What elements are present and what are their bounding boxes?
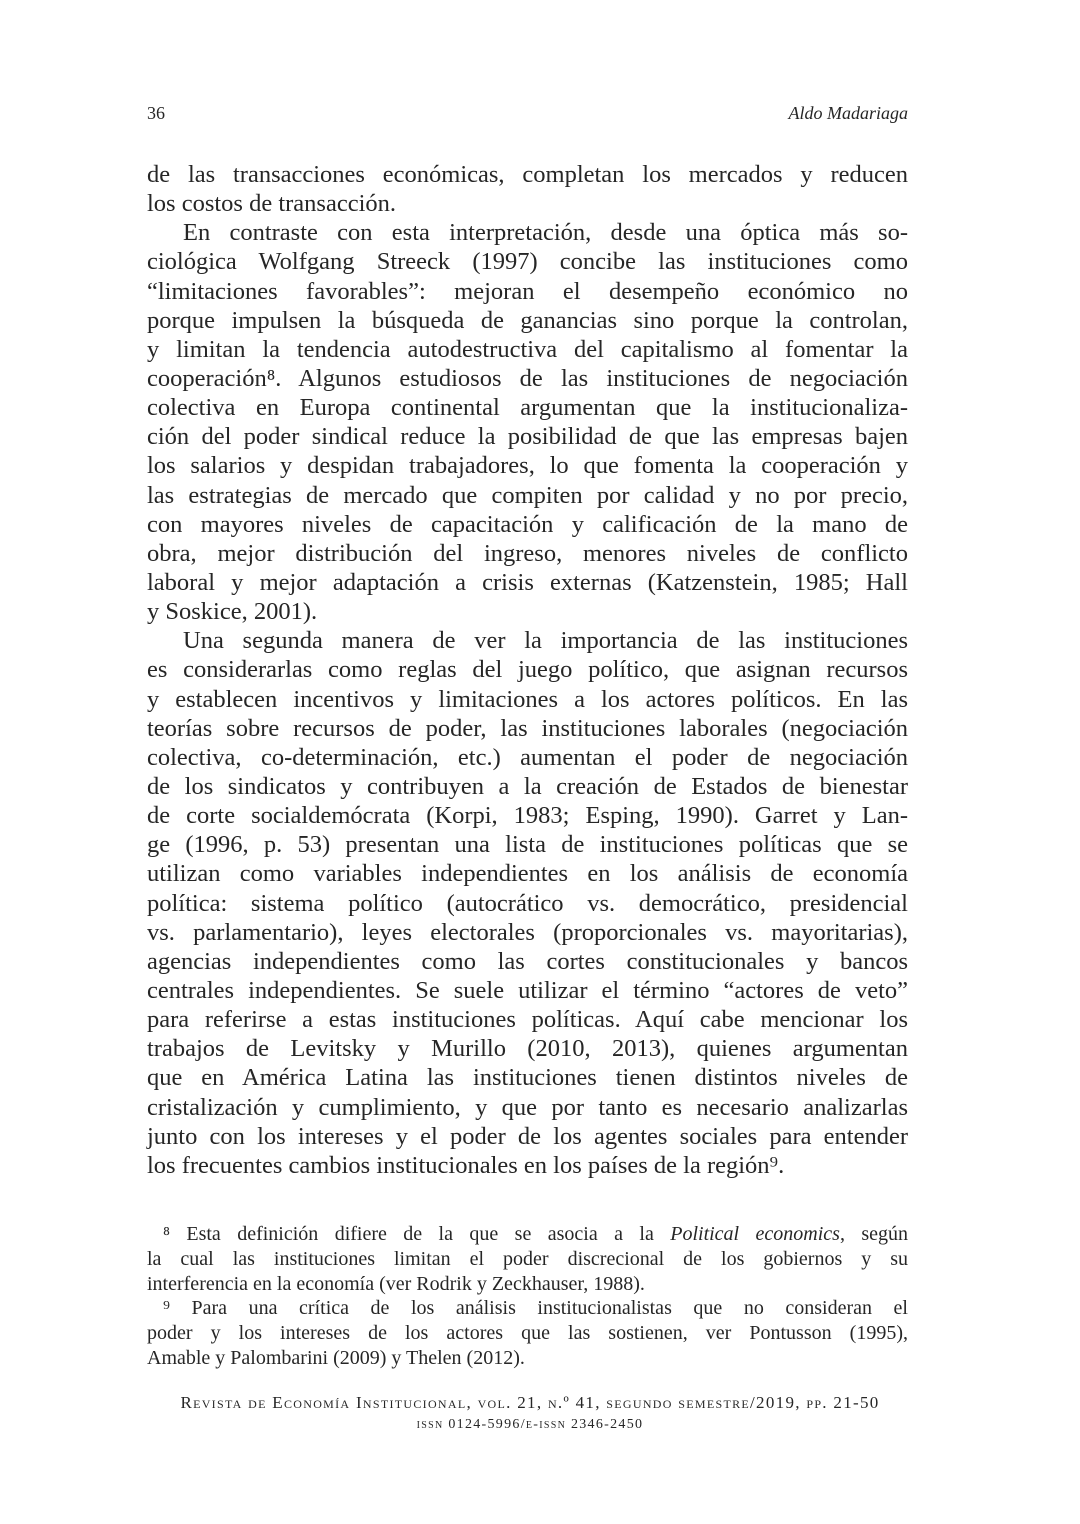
- footnote-9-line: Amable y Palombarini (2009) y Thelen (2012).: [147, 1346, 525, 1369]
- footnotes: [147, 1222, 908, 1371]
- paragraph-2-line: con mayores niveles de capacitación y calificación de la mano de: [147, 510, 908, 538]
- paragraph-3-line: que en América Latina las instituciones tienen distintos niveles de: [147, 1064, 908, 1092]
- paragraph-2-line: las estrategias de mercado que compiten por calidad y no por precio,: [147, 481, 908, 509]
- paragraph-1-line: de las transacciones económicas, completan los mercados y reducen: [147, 161, 908, 188]
- paragraph-3-line: política: sistema político (autocrático vs. democrático, presidencial: [147, 889, 908, 917]
- paragraph-2-line: laboral y mejor adaptación a crisis externas (Katzenstein, 1985; Hall: [147, 568, 908, 596]
- paragraph-2-line: cooperación⁸. Algunos estudiosos de las instituciones de negociación: [147, 364, 908, 392]
- paragraph-3-line: centrales independientes. Se suele utilizar el término “actores de veto”: [147, 976, 908, 1004]
- paragraph-1-line: los costos de transacción.: [147, 190, 397, 218]
- paragraph-3-line: utilizan como variables independientes en los análisis de economía: [147, 860, 908, 888]
- paragraph-3-line: teorías sobre recursos de poder, las instituciones laborales (negociación: [147, 714, 908, 742]
- paragraph-2-line: colectiva en Europa continental argumentan que la institucionaliza-: [147, 394, 908, 422]
- paragraph-3-line: de corte socialdemócrata (Korpi, 1983; Esping, 1990). Garret y Lan-: [147, 802, 908, 830]
- paragraph-2-line: los salarios y despidan trabajadores, lo que fomenta la cooperación y: [147, 452, 908, 480]
- paragraph-3-line: trabajos de Levitsky y Murillo (2010, 2013), quienes argumentan: [147, 1035, 908, 1063]
- paragraph-3-line: junto con los intereses y el poder de los agentes sociales para entender: [147, 1122, 908, 1150]
- paragraph-3-line: ge (1996, p. 53) presentan una lista de instituciones políticas que se: [147, 831, 908, 859]
- paragraph-3-line: es considerarlas como reglas del juego político, que asignan recursos: [147, 656, 908, 684]
- paragraph-2-line: porque impulsen la búsqueda de ganancias sino porque la controlan,: [147, 306, 908, 334]
- paragraph-3-line: colectiva, co-determinación, etc.) aumentan el poder de negociación: [147, 743, 908, 771]
- journal-citation: Revista de Economía Institucional, vol. 21, n.º 41, segundo semestre/2019, pp. 21-50: [180, 1393, 880, 1412]
- paragraph-3-line: agencias independientes como las cortes constitucionales y bancos: [147, 947, 908, 975]
- issn: issn 0124-5996/e-issn 2346-2450: [416, 1417, 644, 1432]
- paragraph-2-line: ciológica Wolfgang Streeck (1997) concibe las instituciones como: [147, 248, 908, 276]
- footnote-text: ⁸ Esta definición difiere de la que se asocia a la: [163, 1223, 671, 1245]
- paragraph-2-line: “limitaciones favorables”: mejoran el desempeño económico no: [147, 277, 908, 305]
- footnote-9-line: ⁹ Para una crítica de los análisis institucionalistas que no consideran el: [163, 1297, 908, 1320]
- paragraph-3-line: para referirse a estas instituciones políticas. Aquí cabe mencionar los: [147, 1006, 908, 1034]
- footnote-8-line: [147, 1222, 908, 1247]
- footnote-text: , según: [839, 1223, 908, 1245]
- paragraph-3-line: vs. parlamentario), leyes electorales (proporcionales vs. mayoritarias),: [147, 918, 908, 946]
- paragraph-2-line: y limitan la tendencia autodestructiva del capitalismo al fomentar la: [147, 335, 908, 363]
- footnote-italic-term: Political economics: [670, 1223, 840, 1245]
- paragraph-2-line: y Soskice, 2001).: [147, 598, 318, 626]
- paragraph-2-line: ción del poder sindical reduce la posibilidad de que las empresas bajen: [147, 423, 908, 451]
- paragraph-3-line: cristalización y cumplimiento, y que por tanto es necesario analizarlas: [147, 1093, 908, 1121]
- running-header-author: Aldo Madariaga: [788, 103, 908, 123]
- paragraph-3-line: de los sindicatos y contribuyen a la creación de Estados de bienestar: [147, 772, 908, 800]
- paragraph-2-line: En contraste con esta interpretación, desde una óptica más so-: [183, 219, 908, 247]
- journal-footer: [0, 1393, 1060, 1433]
- paragraph-3-line: Una segunda manera de ver la importancia de las instituciones: [183, 627, 908, 655]
- footnote-9-line: poder y los intereses de los actores que las sostienen, ver Pontusson (1995),: [147, 1322, 908, 1345]
- page-number: 36: [147, 103, 165, 123]
- paragraph-3-line: los frecuentes cambios institucionales en los países de la región⁹.: [147, 1151, 785, 1179]
- paragraph-2-line: obra, mejor distribución del ingreso, menores niveles de conflicto: [147, 539, 908, 567]
- paragraph-3-line: y establecen incentivos y limitaciones a los actores políticos. En las: [147, 685, 908, 713]
- body-text: [147, 160, 908, 1180]
- footnote-8-line: interferencia en la economía (ver Rodrik y Zeckhauser, 1988).: [147, 1272, 645, 1295]
- footnote-8-line: la cual las instituciones limitan el poder discrecional de los gobiernos y su: [147, 1247, 908, 1270]
